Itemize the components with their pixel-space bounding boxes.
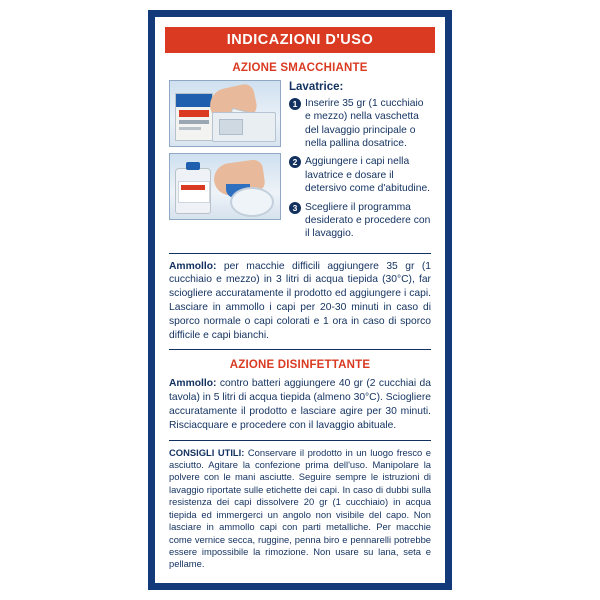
label-inner [155,17,445,583]
photo-column [169,80,281,226]
powder-detergent-box-icon [175,93,213,141]
step-item [289,201,431,241]
detersivo-liquido-dosatore-photo [169,153,281,220]
section-title-smacchiante: AZIONE SMACCHIANTE [232,62,368,74]
step-item [289,155,431,195]
page-title: INDICAZIONI D'USO [165,27,435,53]
consigli-utili-text: Conservare il prodotto in un luogo fresco e asciutto. Agitare la confezione prima dell'uso. Manipolare la polvere con le mani asciutte. Seguire sempre le istruzioni di lavaggio riportate sulle etichette dei capi. In caso di dubbi sulla resistenza dei capi dissolvere 20 gr (1 cucchiaio) in acqua tiepida ed immergerci un angolo non visibile del capo. Non lasciare in ammollo capi con parti metalliche. Per macchie come vernice secca, ruggine, penna biro e pennarelli potrebbe essere impossibile la rimozione. Non usare su lana, seta e pellame. [169,446,431,570]
detersivo-in-polvere-vaschetta-photo [169,80,281,147]
consigli-utili-label: CONSIGLI UTILI: [169,446,245,458]
ammollo-smacchiante-paragraph [169,260,431,343]
consigli-utili-paragraph [169,447,431,571]
step-number: 3 [289,202,301,214]
washing-instructions-block [169,80,431,246]
divider [169,349,431,350]
ammollo-text: contro batteri aggiungere 40 gr (2 cucchiai da tavola) in 5 litri di acqua tiepida (almeno 30°C). Sciogliere accuratamente il prodotto e lasciare agire per 30 minuti. Risciacquare e procedere con il lavaggio abituale. [169,378,431,431]
step-number: 2 [289,156,301,168]
step-item [289,97,431,151]
step-number: 1 [289,98,301,110]
divider [169,253,431,254]
divider [169,440,431,441]
ammollo-label: Ammollo: [169,378,217,390]
ammollo-text: per macchie difficili aggiungere 35 gr (1 cucchiaio e mezzo) in 3 litri di acqua tiepida (30°C), far sciogliere accuratamente il prodotto ed aggiungere i capi. Lasciare in ammollo i capi per 20-30 minuti in caso di sporco normale o capi colorati e 1 ora in caso di sporco difficile e capi bianchi. [169,260,431,341]
step-text: Inserire 35 gr (1 cucchiaio e mezzo) nella vaschetta del lavaggio principale o nella pallina dosatrice. [305,97,424,150]
ammollo-disinfettante-paragraph [169,377,431,432]
section-title-disinfettante: AZIONE DISINFETTANTE [229,359,371,372]
label-content [155,62,445,571]
product-label-frame [148,10,452,590]
washer-drum-icon [230,187,274,217]
step-text: Aggiungere i capi nella lavatrice e dosare il detersivo come d'abitudine. [305,156,431,195]
washer-drawer-icon [212,112,276,142]
steps-column [289,80,431,246]
machine-heading: Lavatrice: [289,81,344,93]
step-text: Scegliere il programma desiderato e procedere con il lavaggio. [305,201,431,240]
liquid-detergent-bottle-icon [175,168,211,214]
ammollo-label: Ammollo: [169,260,217,272]
